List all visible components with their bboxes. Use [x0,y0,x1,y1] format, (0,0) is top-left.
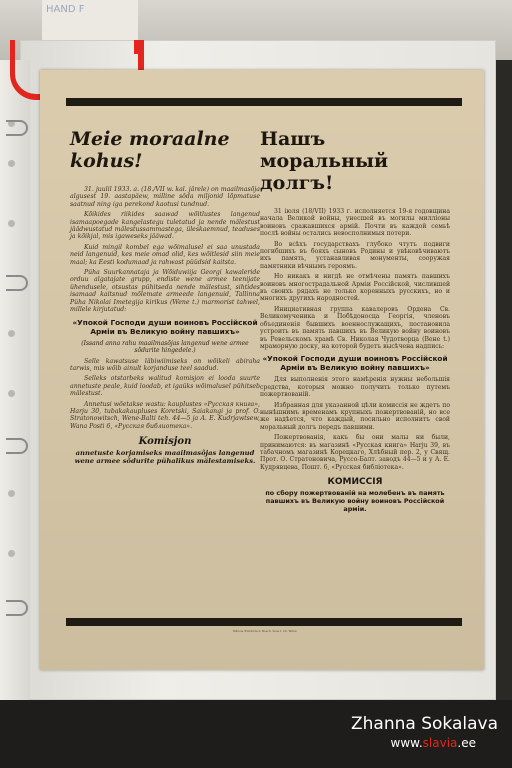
binder-ring [6,600,28,616]
russian-column [260,114,450,513]
estonian-column [70,114,260,465]
russian-paragraph: 31 іюля (18/VII) 1933 г. исполняется 19-я годовщина начала Великой войны, унесшей въ могилы милліоны воиновъ сражавшихся армій. Почти въ каждой семьѣ послѣ войны остались невосполнимыя потери. [260,208,450,238]
estonian-paragraph: Kõikides riikides saawad wõitlustes langenud isamaapoegade kangelastegu tuletatud ja nende mälestust jäädwustatud mälestussammastega, üleskaemnud, teaduses ja kõikjal, mis igaweseks jääwad. [70,211,260,241]
punch-hole [8,390,15,397]
punch-hole [8,330,15,337]
punch-hole [8,220,15,227]
russian-paragraph: Избранная для указанной цѣли комиссія не ждетъ по нынѣшнимъ временамъ крупныхъ пожертвованій, но все же надѣется, что каждый, посильно исполнитъ свой моральный долгъ передъ павшими. [260,401,450,431]
estonian-paragraph: Selleks otstarbeks walitud komisjon ei looda suurte annetuste peale, kuid loodab, et igaüks wõimalusel pühitseb mälestust. [70,375,260,398]
watermark-url-suffix: .ee [457,736,476,750]
russian-signature-head: КОМИССІЯ [327,477,383,488]
estonian-paragraph: Kuid mingil kombel ega wõimalusel ei saa unustada neid langenuid, kes meie omad olid, kes wõitlesid siin meie maal; ka Eesti kodumaad ja rahwast püüdsid kaitsta. [70,243,260,266]
estonian-inscription: «Упокой Господи души воиновъ Россійской Арміи въ Великую войну павшихъ» [72,317,258,336]
leaflet [40,70,484,670]
watermark-url-prefix: www. [390,736,423,750]
table-surface [0,700,512,768]
binder-ring [6,275,28,291]
russian-paragraph: Инициативная группа кавалеровъ Ордена Св. Великомученика и Побѣдоносца Георгія, членовъ объединенія бывшихъ военнослужащихъ, постановила устроить въ память павшихъ въ Великую войну воиновъ въ Ревельскомъ храмѣ Св. Николая Чудотворца (Вене t.) мраморную доску, на которой будетъ высѣчена надпись: [260,305,450,350]
watermark-name: Zhanna Sokalava [351,714,498,734]
estonian-signature-head: Komisjon [138,436,192,448]
estonian-paragraph: 31. juulil 1933. a. (18./VII w. kal. järele) on maailmasõja algusest 19. aastapäew, milline sõda miljonid lõpmatuse saatnud ning iga perekond kaotusi tundnud. [70,186,260,208]
red-annotation-tip [134,40,142,54]
binder-ring [6,438,28,454]
punch-hole [8,550,15,557]
russian-paragraph: Для выполненія этого намѣренія нужны небольшія средства, которыя можно получить только путемъ пожертвованій. [260,376,450,399]
watermark-url-accent: slavia [422,736,458,750]
bottom-rule [66,618,462,626]
russian-title: Нашъ моральный долгъ! [260,128,389,194]
estonian-paragraph: Püha Suurkannataja ja Wõiduwiija Georgi kawaleride orduu algatajate grupp, endiste wene armee teenijate ühendusele, otsustas pühitseda nende mälestust, sihtides isamaad kaitsnud mõlemate armeede langenuid, Tallinna Püha Nikolai Imetegija kirikus (Wene t.) marmorist tahwel, millele kirjutatud: [70,269,260,314]
top-rule [66,98,462,106]
estonian-signature-text: annetuste korjamiseks maailmasõjas langenud wene armee sõdurite pühalikus mälestamiseks. [74,449,256,466]
estonian-paragraph: Annetusi wõetakse wastu: kauplustes «Русская книга», Harju 30, tubakakaupluses Koretski, Saiakangi ja prof. O. Stratonowitsch, Wene-Balti teh. 44—5 ja A. E. Kudrjawtsew, Wana Posti 6, «Русская библиотека». [70,400,260,430]
russian-signature-text: по сбору пожертвованій на молебенъ въ память павшихъ въ Великую войну воиновъ Россійской арміи. [265,489,445,514]
russian-inscription: «Упокой Господи души воиновъ Россійской Арміи въ Великую войну павшихъ» [262,354,448,373]
inscription-translation: (Issand anna rahu maailmasõjas langenud wene armee sõdurite hingedele.) [81,339,249,354]
estonian-title: Meie moraalne kohus! [70,128,230,172]
binder-strip [0,60,30,700]
watermark-url [391,736,476,750]
russian-paragraph: Пожертвованія, какъ бы они малы ни были, принимаются: въ магазинѣ «Русская книга» Harju 39, въ табачномъ магазинѣ Корецкаго, Хлѣбный пер. 2, у Свящ. Прот. О. Стратоновича, Руссо-Балт. заводъ 44—5 и у А. Е. Кудрявцева, Пошт. 6, «Русская библіотека». [260,434,450,471]
punch-hole [8,160,15,167]
punch-hole [8,490,15,497]
printer-imprint: Tallinna Trükikoda A. Busch, Vene t. 10, Tallinn [232,629,298,633]
estonian-paragraph: Selle kawatsuse läbiwiimiseks on wõikeli abiraha tarwis, mis wõib ainult korjanduse teel saadud. [70,357,260,372]
russian-paragraph: Во всѣхъ государствахъ глубоко чтутъ подвиги погибшихъ въ бояхъ сыновъ Родины и увѣковѣчиваютъ ихъ память, устанавливая монументы, сооружая памятники вѣчнымъ героямъ. [260,240,450,270]
russian-paragraph: Но никакъ и нигдѣ не отмѣчены память павшихъ воиновъ многострадальной Арміи Россійской, числившей въ своихъ рядахъ не только коренныхъ русскихъ, но и многихъ другихъ народностей. [260,273,450,303]
binder-ring [6,120,28,136]
box-label: HAND F [42,0,138,40]
